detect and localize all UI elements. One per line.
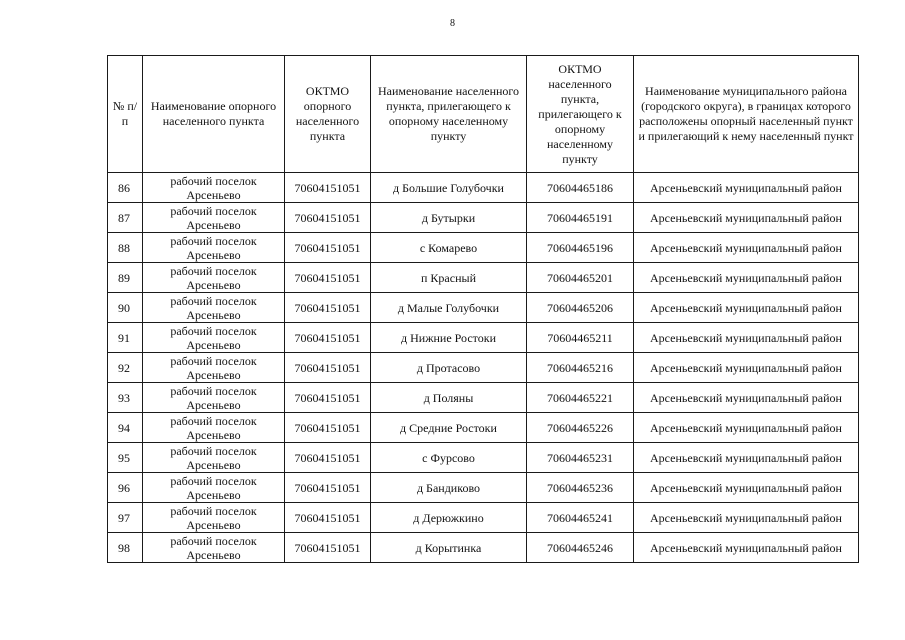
adjacent-settlement-name: д Бандиково [371, 473, 527, 503]
table-row [108, 173, 859, 203]
table-row [108, 323, 859, 353]
base-settlement-name [143, 263, 285, 293]
adjacent-oktmo: 70604465236 [527, 473, 634, 503]
row-number: 94 [108, 413, 143, 443]
district-name: Арсеньевский муниципальный район [634, 203, 859, 233]
base-oktmo: 70604151051 [285, 323, 371, 353]
base-oktmo: 70604151051 [285, 263, 371, 293]
base-settlement-type: рабочий поселок [170, 443, 257, 458]
table-row [108, 233, 859, 263]
settlements-table [107, 55, 859, 563]
table-row [108, 443, 859, 473]
base-oktmo: 70604151051 [285, 443, 371, 473]
table-row [108, 533, 859, 563]
row-number: 98 [108, 533, 143, 563]
base-settlement-name [143, 233, 285, 263]
district-name: Арсеньевский муниципальный район [634, 503, 859, 533]
district-name: Арсеньевский муниципальный район [634, 233, 859, 263]
adjacent-oktmo: 70604465206 [527, 293, 634, 323]
row-number: 97 [108, 503, 143, 533]
base-settlement-name [143, 353, 285, 383]
table-body [108, 173, 859, 563]
base-oktmo: 70604151051 [285, 503, 371, 533]
base-settlement-type: рабочий поселок [170, 293, 257, 308]
base-settlement-type: рабочий поселок [170, 353, 257, 368]
header-adjacent-oktmo: ОКТМО населенного пункта, прилегающего к опорному населенному пункту [527, 56, 634, 173]
base-settlement-name [143, 473, 285, 503]
base-oktmo: 70604151051 [285, 293, 371, 323]
adjacent-oktmo: 70604465201 [527, 263, 634, 293]
base-oktmo: 70604151051 [285, 473, 371, 503]
table-row [108, 263, 859, 293]
base-settlement-type: рабочий поселок [170, 383, 257, 398]
table-row [108, 503, 859, 533]
adjacent-settlement-name: д Большие Голубочки [371, 173, 527, 203]
base-settlement-title: Арсеньево [186, 307, 241, 322]
base-oktmo: 70604151051 [285, 383, 371, 413]
base-settlement-type: рабочий поселок [170, 203, 257, 218]
base-settlement-title: Арсеньево [186, 547, 241, 562]
adjacent-oktmo: 70604465186 [527, 173, 634, 203]
base-settlement-type: рабочий поселок [170, 233, 257, 248]
table-row [108, 203, 859, 233]
table-row [108, 293, 859, 323]
base-settlement-name [143, 443, 285, 473]
row-number: 95 [108, 443, 143, 473]
adjacent-settlement-name: д Бутырки [371, 203, 527, 233]
base-settlement-name [143, 293, 285, 323]
base-oktmo: 70604151051 [285, 533, 371, 563]
adjacent-oktmo: 70604465246 [527, 533, 634, 563]
adjacent-oktmo: 70604465226 [527, 413, 634, 443]
base-oktmo: 70604151051 [285, 173, 371, 203]
district-name: Арсеньевский муниципальный район [634, 323, 859, 353]
row-number: 88 [108, 233, 143, 263]
row-number: 92 [108, 353, 143, 383]
adjacent-settlement-name: д Малые Голубочки [371, 293, 527, 323]
table-row [108, 353, 859, 383]
district-name: Арсеньевский муниципальный район [634, 173, 859, 203]
base-settlement-name [143, 203, 285, 233]
header-district: Наименование муниципального района (городского округа), в границах которого расположены опорный населенный пункт и прилегающий к нему населенный пункт [634, 56, 859, 173]
base-settlement-title: Арсеньево [186, 337, 241, 352]
base-settlement-type: рабочий поселок [170, 533, 257, 548]
base-settlement-title: Арсеньево [186, 397, 241, 412]
adjacent-oktmo: 70604465221 [527, 383, 634, 413]
base-settlement-name [143, 503, 285, 533]
adjacent-settlement-name: д Корытинка [371, 533, 527, 563]
district-name: Арсеньевский муниципальный район [634, 293, 859, 323]
base-settlement-title: Арсеньево [186, 247, 241, 262]
adjacent-settlement-name: д Дерюжкино [371, 503, 527, 533]
table-row [108, 413, 859, 443]
district-name: Арсеньевский муниципальный район [634, 383, 859, 413]
table-header [108, 56, 859, 173]
row-number: 91 [108, 323, 143, 353]
row-number: 93 [108, 383, 143, 413]
adjacent-settlement-name: д Протасово [371, 353, 527, 383]
adjacent-oktmo: 70604465231 [527, 443, 634, 473]
base-settlement-type: рабочий поселок [170, 413, 257, 428]
base-settlement-name [143, 323, 285, 353]
base-settlement-type: рабочий поселок [170, 503, 257, 518]
adjacent-settlement-name: д Поляны [371, 383, 527, 413]
adjacent-settlement-name: п Красный [371, 263, 527, 293]
base-oktmo: 70604151051 [285, 233, 371, 263]
adjacent-settlement-name: с Фурсово [371, 443, 527, 473]
base-settlement-name [143, 173, 285, 203]
district-name: Арсеньевский муниципальный район [634, 473, 859, 503]
row-number: 96 [108, 473, 143, 503]
table-row [108, 473, 859, 503]
base-settlement-type: рабочий поселок [170, 323, 257, 338]
base-settlement-name [143, 533, 285, 563]
district-name: Арсеньевский муниципальный район [634, 533, 859, 563]
base-settlement-title: Арсеньево [186, 457, 241, 472]
row-number: 87 [108, 203, 143, 233]
base-oktmo: 70604151051 [285, 413, 371, 443]
base-settlement-title: Арсеньево [186, 367, 241, 382]
header-base-oktmo: ОКТМО опорного населенного пункта [285, 56, 371, 173]
base-settlement-type: рабочий поселок [170, 263, 257, 278]
adjacent-oktmo: 70604465211 [527, 323, 634, 353]
district-name: Арсеньевский муниципальный район [634, 263, 859, 293]
table-row [108, 383, 859, 413]
base-settlement-title: Арсеньево [186, 187, 241, 202]
base-settlement-title: Арсеньево [186, 427, 241, 442]
base-settlement-title: Арсеньево [186, 217, 241, 232]
header-base-name: Наименование опорного населенного пункта [143, 56, 285, 173]
base-oktmo: 70604151051 [285, 203, 371, 233]
row-number: 86 [108, 173, 143, 203]
adjacent-oktmo: 70604465196 [527, 233, 634, 263]
base-settlement-type: рабочий поселок [170, 473, 257, 488]
base-settlement-title: Арсеньево [186, 487, 241, 502]
base-settlement-type: рабочий поселок [170, 173, 257, 188]
district-name: Арсеньевский муниципальный район [634, 443, 859, 473]
page-number: 8 [450, 18, 455, 29]
adjacent-settlement-name: с Комарево [371, 233, 527, 263]
adjacent-oktmo: 70604465216 [527, 353, 634, 383]
adjacent-settlement-name: д Средние Ростоки [371, 413, 527, 443]
base-settlement-name [143, 413, 285, 443]
row-number: 89 [108, 263, 143, 293]
base-settlement-title: Арсеньево [186, 277, 241, 292]
adjacent-oktmo: 70604465241 [527, 503, 634, 533]
base-settlement-title: Арсеньево [186, 517, 241, 532]
header-adjacent-name: Наименование населенного пункта, прилегающего к опорному населенному пункту [371, 56, 527, 173]
adjacent-settlement-name: д Нижние Ростоки [371, 323, 527, 353]
district-name: Арсеньевский муниципальный район [634, 353, 859, 383]
row-number: 90 [108, 293, 143, 323]
header-num: № п/п [108, 56, 143, 173]
header-row [108, 56, 859, 173]
district-name: Арсеньевский муниципальный район [634, 413, 859, 443]
adjacent-oktmo: 70604465191 [527, 203, 634, 233]
base-oktmo: 70604151051 [285, 353, 371, 383]
base-settlement-name [143, 383, 285, 413]
